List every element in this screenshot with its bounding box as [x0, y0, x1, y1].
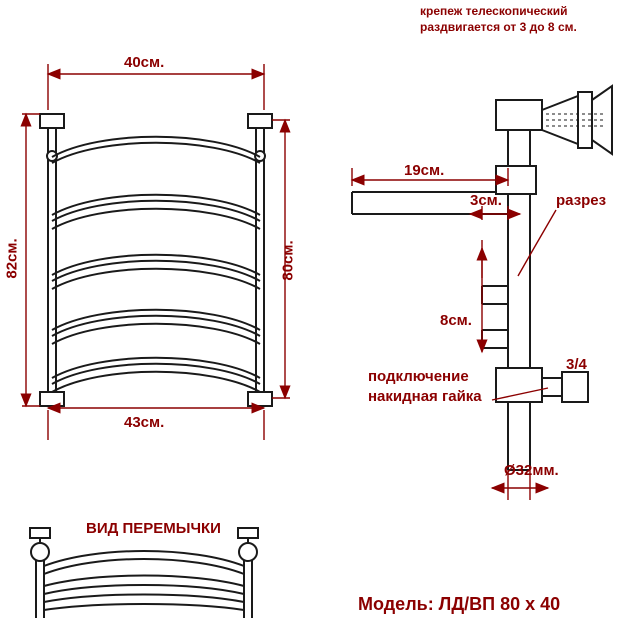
dim-depth-19: 19см. — [404, 162, 445, 179]
dim-diameter: Ø32мм. — [504, 462, 559, 479]
note-connection-line1: подключение — [368, 368, 469, 385]
note-connection-line2: накидная гайка — [368, 388, 482, 405]
note-telescopic-mount-line1: крепеж телескопический — [420, 4, 568, 18]
dim-3cm: 3см. — [470, 192, 502, 209]
dim-bottom-width: 43см. — [124, 414, 165, 431]
dim-top-width: 40см. — [124, 54, 165, 71]
dim-right-height: 80см. — [279, 240, 297, 281]
dim-left-height: 82см. — [3, 238, 21, 279]
note-telescopic-mount-line2: раздвигается от 3 до 8 см. — [420, 20, 577, 34]
label-razrez: разрез — [556, 192, 607, 209]
dim-thread: 3/4 — [566, 356, 587, 373]
bridge-view-title: ВИД ПЕРЕМЫЧКИ — [86, 520, 221, 537]
dim-8cm: 8см. — [440, 312, 472, 329]
model-label: Модель: ЛД/ВП 80 х 40 — [358, 594, 561, 614]
